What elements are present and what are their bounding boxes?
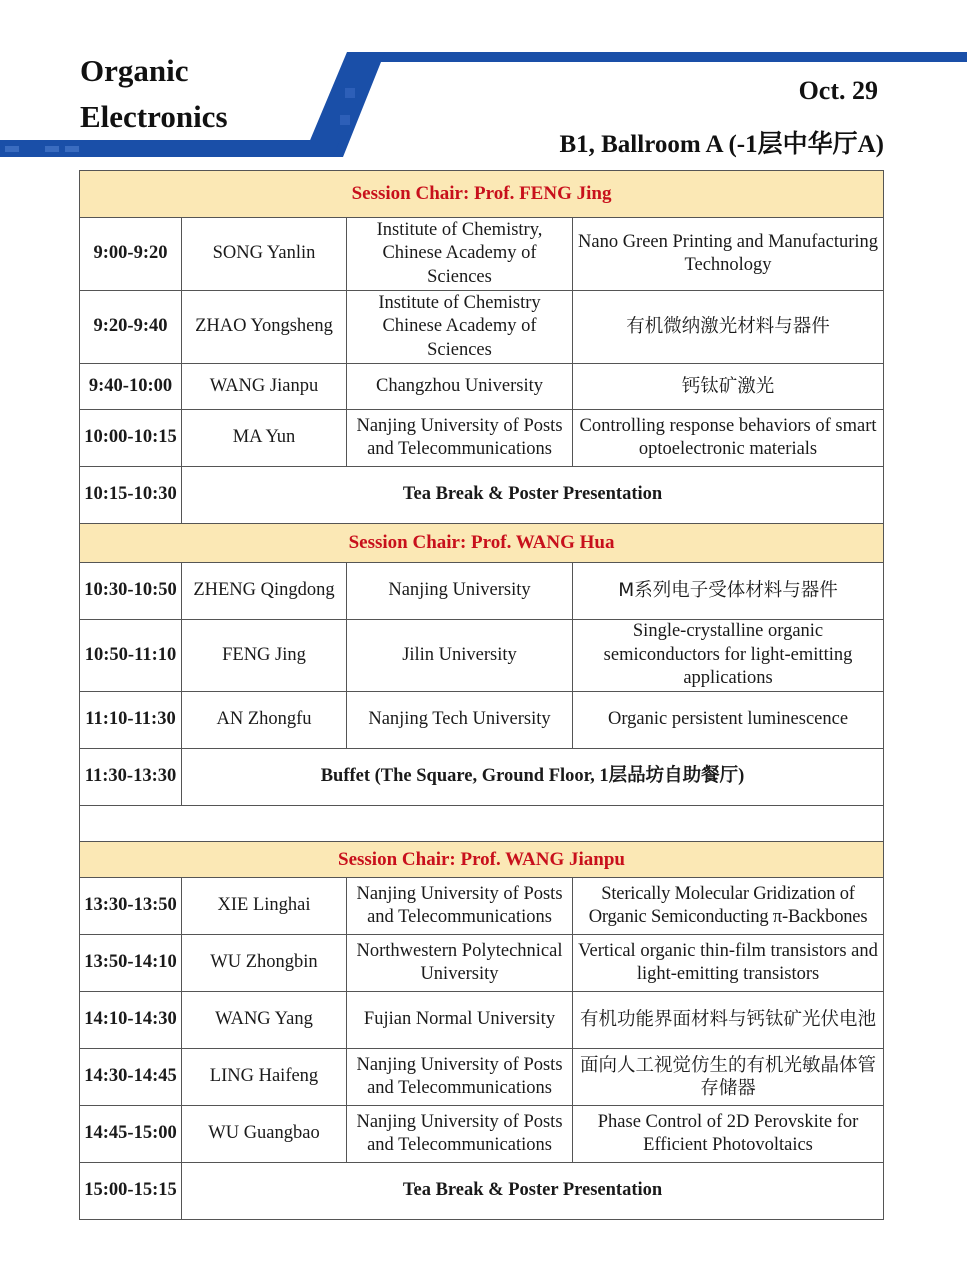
talk-speaker: WANG Jianpu — [182, 364, 347, 410]
talk-affiliation: Institute of Chemistry Chinese Academy of Sciences — [347, 291, 573, 364]
talk-title: Vertical organic thin-film transistors and light-emitting transistors — [573, 935, 884, 992]
event-venue: B1, Ballroom A (-1层中华厅A) — [559, 131, 884, 158]
session-chair-row — [80, 842, 884, 878]
session-chair: Session Chair: Prof. WANG Jianpu — [80, 842, 884, 878]
table-row — [80, 992, 884, 1049]
talk-affiliation: Jilin University — [347, 620, 573, 692]
break-label: Buffet (The Square, Ground Floor, 1层品坊自助餐厅) — [182, 749, 884, 806]
talk-affiliation: Nanjing Tech University — [347, 692, 573, 749]
talk-title: Controlling response behaviors of smart optoelectronic materials — [573, 410, 884, 467]
table-row — [80, 291, 884, 364]
talk-affiliation: Fujian Normal University — [347, 992, 573, 1049]
talk-speaker: MA Yun — [182, 410, 347, 467]
table-row — [80, 218, 884, 291]
session-chair: Session Chair: Prof. WANG Hua — [80, 524, 884, 563]
table-row — [80, 692, 884, 749]
schedule-table — [79, 170, 884, 1220]
talk-speaker: WU Zhongbin — [182, 935, 347, 992]
break-time: 15:00-15:15 — [80, 1163, 182, 1220]
event-date: Oct. 29 — [798, 76, 878, 105]
talk-time: 13:30-13:50 — [80, 878, 182, 935]
table-row — [80, 364, 884, 410]
talk-speaker: FENG Jing — [182, 620, 347, 692]
session-chair-row — [80, 524, 884, 563]
talk-title: Sterically Molecular Gridization of Organic Semiconducting π-Backbones — [573, 878, 884, 935]
talk-speaker: ZHENG Qingdong — [182, 563, 347, 620]
talk-affiliation: Northwestern Polytechnical University — [347, 935, 573, 992]
talk-time: 14:10-14:30 — [80, 992, 182, 1049]
talk-affiliation: Nanjing University of Posts and Telecommunications — [347, 878, 573, 935]
talk-time: 9:20-9:40 — [80, 291, 182, 364]
page-title — [80, 48, 228, 140]
talk-title: 钙钛矿激光 — [573, 364, 884, 410]
talk-time: 13:50-14:10 — [80, 935, 182, 992]
table-row — [80, 620, 884, 692]
talk-speaker: SONG Yanlin — [182, 218, 347, 291]
spacer-row — [80, 806, 884, 842]
banner-decor-square — [65, 146, 79, 152]
talk-title: Phase Control of 2D Perovskite for Efficient Photovoltaics — [573, 1106, 884, 1163]
talk-speaker: XIE Linghai — [182, 878, 347, 935]
banner-decor-square — [45, 146, 59, 152]
talk-time: 10:30-10:50 — [80, 563, 182, 620]
table-row — [80, 563, 884, 620]
talk-time: 14:45-15:00 — [80, 1106, 182, 1163]
break-label: Tea Break & Poster Presentation — [182, 467, 884, 524]
talk-title: Organic persistent luminescence — [573, 692, 884, 749]
talk-title: 有机微纳激光材料与器件 — [573, 291, 884, 364]
talk-title: 面向人工视觉仿生的有机光敏晶体管存储器 — [573, 1049, 884, 1106]
table-row — [80, 1049, 884, 1106]
break-time: 10:15-10:30 — [80, 467, 182, 524]
talk-time: 9:40-10:00 — [80, 364, 182, 410]
title-line-1: Organic — [80, 53, 189, 88]
table-row — [80, 878, 884, 935]
session-chair: Session Chair: Prof. FENG Jing — [80, 171, 884, 218]
talk-affiliation: Nanjing University — [347, 563, 573, 620]
talk-speaker: WANG Yang — [182, 992, 347, 1049]
table-row — [80, 935, 884, 992]
banner-top-stripe — [347, 52, 967, 62]
break-row — [80, 467, 884, 524]
talk-affiliation: Institute of Chemistry, Chinese Academy of Sciences — [347, 218, 573, 291]
talk-speaker: ZHAO Yongsheng — [182, 291, 347, 364]
talk-time: 14:30-14:45 — [80, 1049, 182, 1106]
talk-speaker: AN Zhongfu — [182, 692, 347, 749]
table-row — [80, 410, 884, 467]
break-time: 11:30-13:30 — [80, 749, 182, 806]
talk-title: Nano Green Printing and Manufacturing Technology — [573, 218, 884, 291]
talk-affiliation: Nanjing University of Posts and Telecommunications — [347, 410, 573, 467]
session-chair-row — [80, 171, 884, 218]
talk-time: 11:10-11:30 — [80, 692, 182, 749]
banner-decor-square — [345, 88, 355, 98]
talk-affiliation: Nanjing University of Posts and Telecommunications — [347, 1106, 573, 1163]
talk-affiliation: Nanjing University of Posts and Telecommunications — [347, 1049, 573, 1106]
talk-title: 有机功能界面材料与钙钛矿光伏电池 — [573, 992, 884, 1049]
banner-decor-square — [340, 115, 350, 125]
banner-decor-square — [5, 146, 19, 152]
empty-cell — [80, 806, 884, 842]
talk-time: 10:50-11:10 — [80, 620, 182, 692]
break-label: Tea Break & Poster Presentation — [182, 1163, 884, 1220]
talk-title: M系列电子受体材料与器件 — [573, 563, 884, 620]
break-row — [80, 749, 884, 806]
talk-speaker: WU Guangbao — [182, 1106, 347, 1163]
talk-title: Single-crystalline organic semiconductors for light-emitting applications — [573, 620, 884, 692]
talk-affiliation: Changzhou University — [347, 364, 573, 410]
talk-speaker: LING Haifeng — [182, 1049, 347, 1106]
talk-time: 10:00-10:15 — [80, 410, 182, 467]
talk-time: 9:00-9:20 — [80, 218, 182, 291]
break-row — [80, 1163, 884, 1220]
table-row — [80, 1106, 884, 1163]
title-line-2: Electronics — [80, 99, 228, 134]
